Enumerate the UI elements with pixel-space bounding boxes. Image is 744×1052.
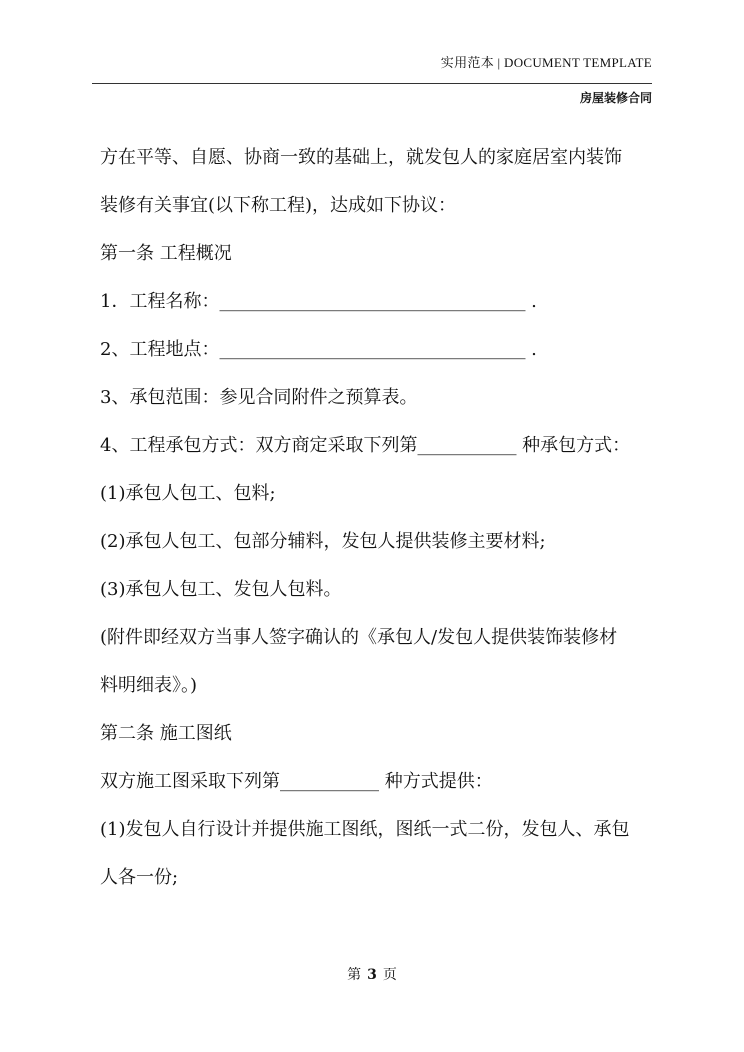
- section-heading: 第一条 工程概况: [100, 243, 232, 264]
- body-line: 2、工程地点：__________________________________ .: [100, 339, 537, 360]
- section-heading: 第二条 施工图纸: [100, 723, 232, 744]
- page-suffix: 页: [382, 967, 397, 983]
- body-line: (1)承包人包工、包料;: [100, 483, 276, 504]
- document-body: [100, 142, 660, 910]
- body-line: 装修有关事宜(以下称工程)，达成如下协议：: [100, 195, 457, 216]
- body-line: 3、承包范围：参见合同附件之预算表。: [100, 387, 418, 408]
- body-line: 人各一份;: [100, 867, 179, 888]
- header-divider: [92, 83, 652, 84]
- page-prefix: 第: [347, 967, 362, 983]
- body-line: (2)承包人包工、包部分辅料，发包人提供装修主要材料;: [100, 531, 546, 552]
- body-line: 4、工程承包方式：双方商定采取下列第___________ 种承包方式：: [100, 435, 631, 456]
- page-number: 3: [367, 967, 377, 983]
- header-subtitle: 房屋装修合同: [579, 91, 652, 105]
- body-line: 方在平等、自愿、协商一致的基础上，就发包人的家庭居室内装饰: [100, 147, 622, 168]
- body-line: (3)承包人包工、发包人包料。: [100, 579, 342, 600]
- body-line: 1．工程名称：__________________________________ .: [100, 291, 537, 312]
- body-line: (1)发包人自行设计并提供施工图纸，图纸一式二份，发包人、承包: [100, 819, 630, 840]
- page-footer: [0, 964, 744, 984]
- body-line: (附件即经双方当事人签字确认的《承包人/发包人提供装饰装修材: [100, 627, 618, 648]
- body-line: 双方施工图采取下列第___________ 种方式提供：: [100, 771, 493, 792]
- header-title: 实用范本 | DOCUMENT TEMPLATE: [440, 55, 652, 70]
- body-line: 料明细表》。): [100, 675, 198, 696]
